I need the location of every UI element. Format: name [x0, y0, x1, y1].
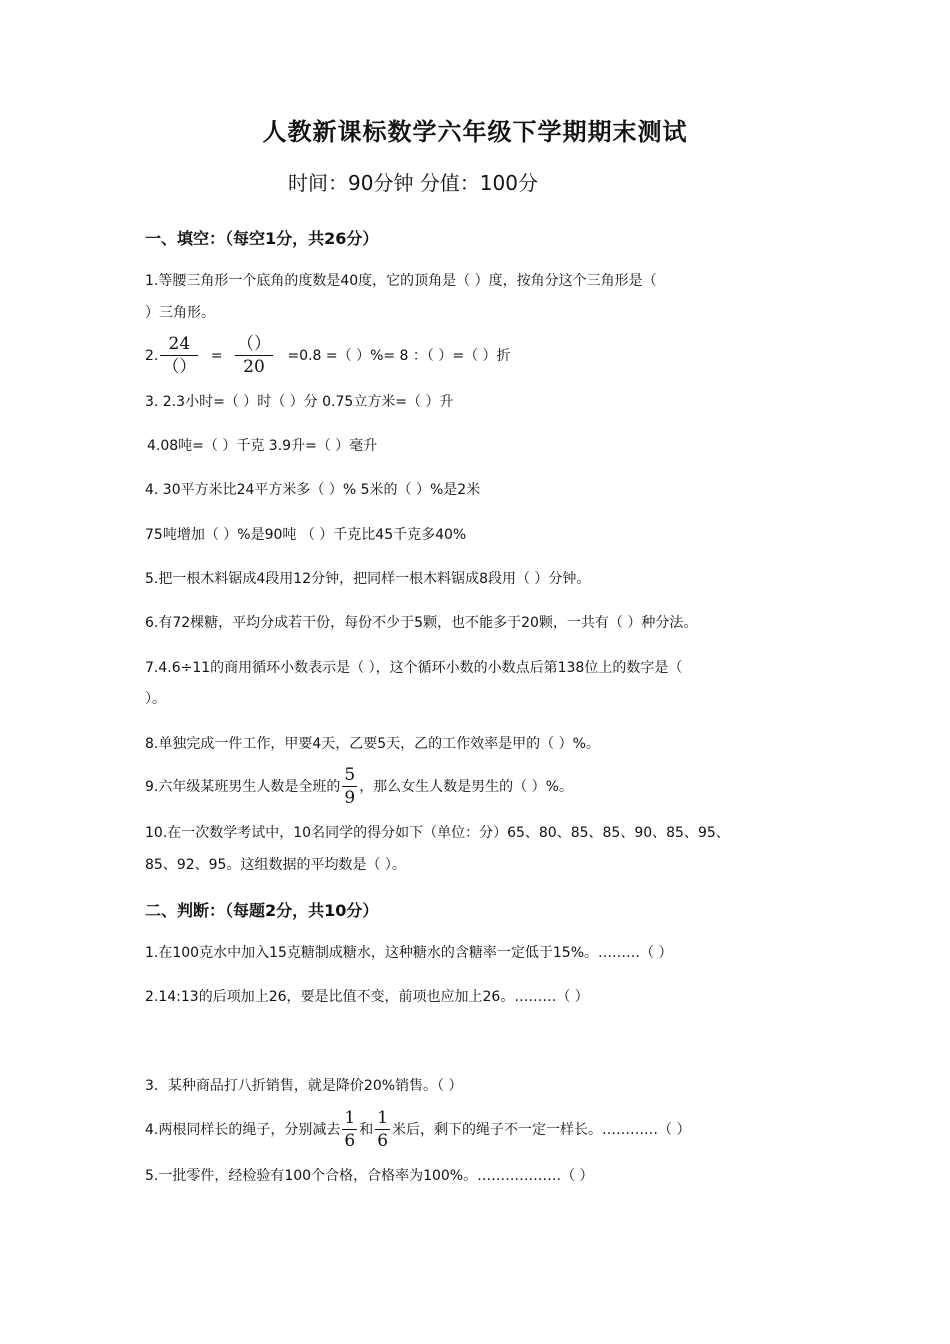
fraction-numerator: 24 [160, 333, 198, 356]
judge-question-3: 3．某种商品打八折销售，就是降价20%销售。（ ） [145, 1078, 463, 1094]
question-1-line-1: 1.等腰三角形一个底角的度数是40度，它的顶角是（ ）度，按角分这个三角形是（ [145, 273, 657, 289]
question-2-suffix: =0.8 =（ ）%= 8 ：（ ）=（ ）折 [287, 347, 511, 364]
fraction-denominator: （） [162, 357, 197, 377]
question-3-line-2: 4.08吨=（ ）千克 3.9升=（ ）毫升 [147, 438, 378, 454]
question-7-line-1: 7.4.6÷11的商用循环小数表示是（ ），这个循环小数的小数点后第138位上的数字是（ [145, 660, 683, 676]
section-heading-fill-in: 一、填空：（每空1分，共26分） [145, 229, 379, 248]
fraction-blank-over-20 [235, 333, 273, 378]
judge-question-4 [145, 1107, 690, 1152]
question-9-prefix: 9.六年级某班男生人数是全班的 [145, 778, 341, 795]
judge-question-5: 5.一批零件，经检验有100个合格，合格率为100%。………………（ ） [145, 1168, 594, 1184]
page-title: 人教新课标数学六年级下学期期末测试 [262, 118, 688, 146]
judge-question-1: 1.在100克水中加入15克糖制成糖水，这种糖水的含糖率一定低于15%。………（ ） [145, 945, 673, 961]
question-10-line-1: 10.在一次数学考试中，10名同学的得分如下（单位：分）65、80、85、85、90、85、95、 [145, 825, 730, 841]
equals-sign: = [210, 347, 223, 364]
fraction-1-over-6 [342, 1107, 357, 1152]
question-7-line-2: ）。 [145, 691, 166, 707]
judge-question-4-suffix: 米后，剩下的绳子不一定一样长。…………（ ） [392, 1121, 691, 1138]
judge-question-4-and: 和 [359, 1121, 374, 1138]
fraction-denominator: 9 [344, 788, 356, 808]
section-heading-true-false: 二、判断：（每题2分，共10分） [145, 901, 379, 920]
fraction-denominator: 6 [377, 1131, 389, 1151]
question-1-line-2: ）三角形。 [145, 305, 215, 321]
question-6: 6.有72棵糖，平均分成若干份，每份不少于5颗，也不能多于20颗，一共有（ ）种分法。 [145, 615, 698, 631]
question-9-suffix: ，那么女生人数是男生的（ ）%。 [359, 778, 573, 795]
fraction-numerator: 1 [377, 1108, 389, 1128]
question-4-line-2: 75吨增加（ ）%是90吨 （ ）千克比45千克多40% [145, 527, 467, 543]
judge-question-2: 2.14:13的后项加上26，要是比值不变，前项也应加上26。………（ ） [145, 989, 589, 1005]
exam-time-score: 时间：90分钟 分值：100分 [288, 171, 538, 195]
question-8: 8.单独完成一件工作，甲要4天，乙要5天，乙的工作效率是甲的（ ）%。 [145, 736, 600, 752]
question-5: 5.把一根木料锯成4段用12分钟，把同样一根木料锯成8段用（ ）分钟。 [145, 571, 591, 587]
question-4-line-1: 4. 30平方米比24平方米多（ ）% 5米的（ ）%是2米 [145, 482, 481, 498]
fraction-numerator: 1 [344, 1108, 356, 1128]
fraction-denominator: 20 [243, 357, 265, 377]
question-9 [145, 764, 573, 809]
fraction-numerator: （） [237, 334, 271, 354]
fraction-numerator: 5 [344, 765, 356, 785]
fraction-5-over-9 [342, 764, 357, 809]
fraction-24-over-blank [160, 333, 198, 378]
fraction-denominator: 6 [344, 1131, 356, 1151]
question-2 [145, 333, 511, 378]
question-10-line-2: 85、92、95。这组数据的平均数是（ ）。 [145, 857, 406, 873]
question-3-line-1: 3. 2.3小时=（ ）时（ ）分 0.75立方米=（ ）升 [145, 394, 454, 410]
question-2-prefix: 2. [145, 347, 159, 364]
fraction-1-over-6 [375, 1107, 390, 1152]
judge-question-4-prefix: 4.两根同样长的绳子，分别减去 [145, 1121, 341, 1138]
